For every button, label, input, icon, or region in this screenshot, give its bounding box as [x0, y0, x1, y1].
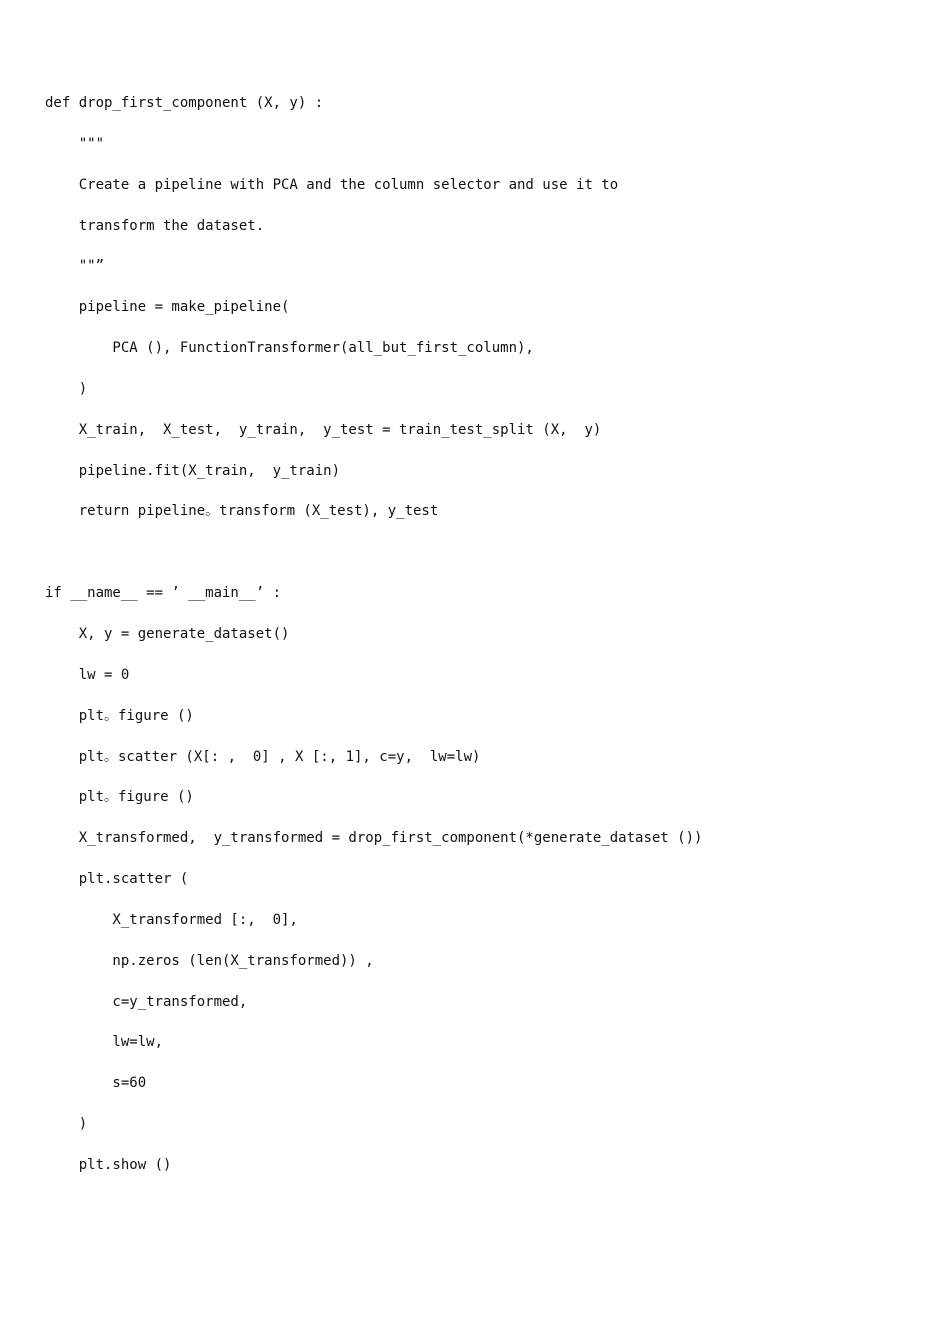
code-line-25: s=60	[45, 1075, 147, 1092]
code-line-9: X_train, X_test, y_train, y_test = train_test_split (X, y)	[45, 421, 602, 438]
code-line-17: plt。scatter (X[: , 0] , X [:, 1], c=y, lw=lw)	[45, 748, 481, 765]
code-line-5: ""”	[45, 258, 105, 275]
code-line-20: plt.scatter (	[45, 871, 189, 888]
code-line-8: )	[45, 380, 88, 397]
code-line-26: )	[45, 1116, 88, 1133]
code-line-2: """	[45, 135, 105, 152]
code-line-16: plt。figure ()	[45, 707, 194, 724]
code-line-21: X_transformed [:, 0],	[45, 911, 298, 928]
code-line-18: plt。figure ()	[45, 789, 194, 806]
code-line-13: if __name__ == ’ __main__’ :	[45, 585, 282, 602]
code-line-14: X, y = generate_dataset()	[45, 625, 290, 642]
code-block	[45, 93, 925, 1196]
code-line-6: pipeline = make_pipeline(	[45, 299, 290, 316]
code-line-1: def drop_first_component (X, y) :	[45, 95, 324, 111]
code-line-15: lw = 0	[45, 666, 130, 683]
code-line-blank	[45, 542, 925, 583]
code-line-3: Create a pipeline with PCA and the column selector and use it to	[45, 176, 619, 193]
code-line-22: np.zeros (len(X_transformed)) ,	[45, 952, 374, 969]
code-line-24: lw=lw,	[45, 1034, 164, 1051]
code-line-10: pipeline.fit(X_train, y_train)	[45, 462, 341, 479]
code-line-19: X_transformed, y_transformed = drop_first_component(*generate_dataset ())	[45, 830, 703, 847]
code-line-27: plt.show ()	[45, 1156, 172, 1173]
code-line-4: transform the dataset.	[45, 217, 265, 234]
code-line-23: c=y_transformed,	[45, 993, 248, 1010]
code-line-7: PCA (), FunctionTransformer(all_but_first_column),	[45, 340, 534, 357]
code-line-11: return pipeline。transform (X_test), y_test	[45, 503, 439, 520]
